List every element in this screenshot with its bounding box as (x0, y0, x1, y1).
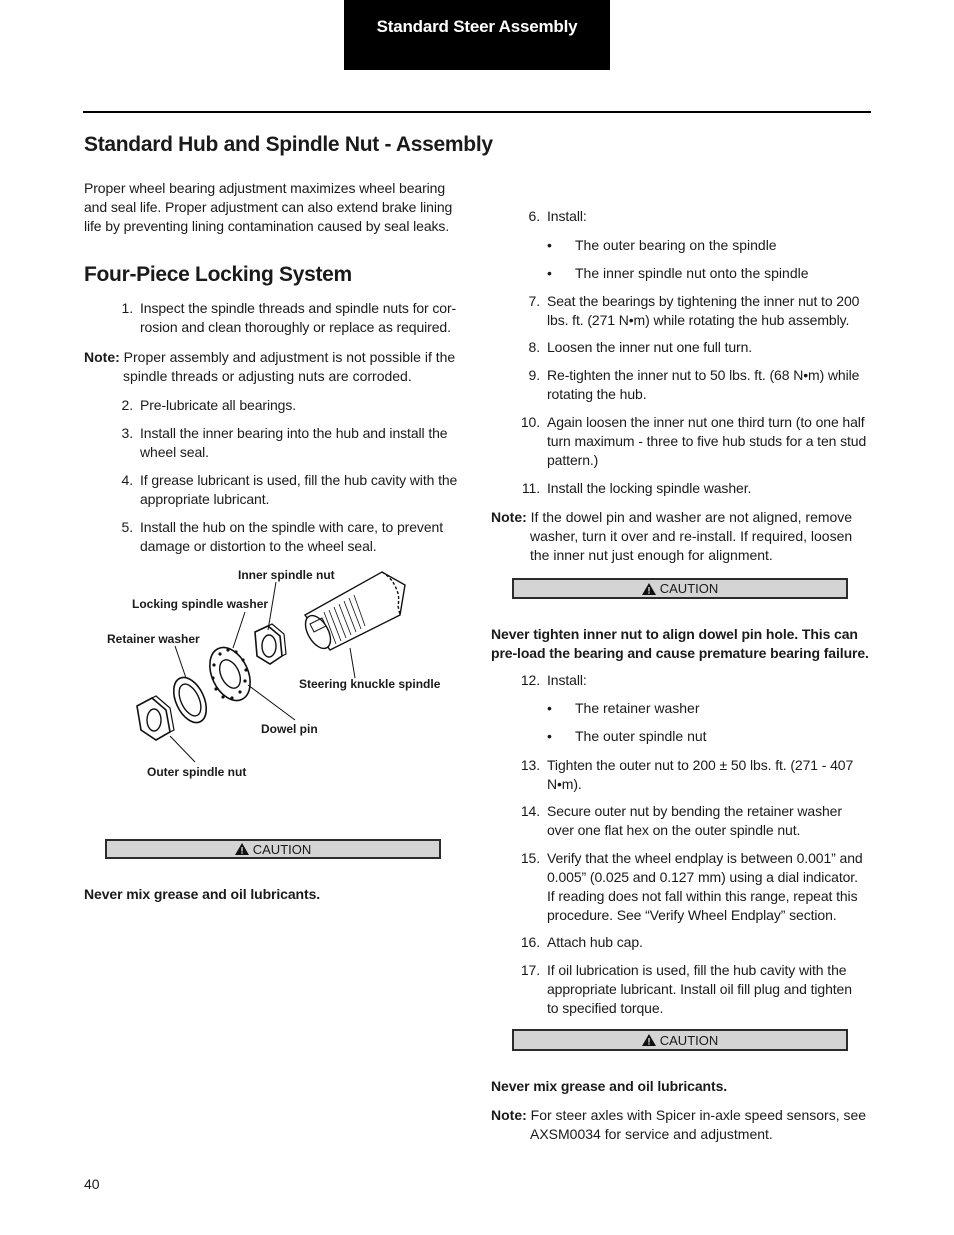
label-steering-knuckle-spindle: Steering knuckle spindle (299, 677, 441, 691)
step-number: 10. (520, 414, 540, 430)
label-dowel-pin: Dowel pin (261, 722, 318, 736)
note-speed-sensors (491, 1106, 871, 1144)
step-line: Install the locking spindle washer. (547, 480, 752, 496)
bullet-text: The outer bearing on the spindle (575, 237, 777, 253)
step-line: Install the hub on the spindle with care, to prevent (140, 519, 443, 535)
caution-label: CAUTION (252, 841, 312, 857)
step-line: Verify that the wheel endplay is between 0.001” and (547, 850, 863, 866)
step-line: procedure. See “Verify Wheel Endplay” section. (547, 907, 837, 923)
bullet-text: The inner spindle nut onto the spindle (575, 265, 809, 281)
intro-paragraph (84, 179, 464, 236)
step-line: appropriate lubricant. (140, 491, 270, 507)
step-line: Pre-lubricate all bearings. (140, 397, 297, 413)
spindle-nut-diagram (100, 560, 460, 790)
step-line: to specified torque. (547, 1000, 664, 1016)
note-line: spindle threads or adjusting nuts are corroded. (123, 368, 412, 384)
step-number: 4. (121, 472, 133, 488)
step-line: lbs. ft. (271 N•m) while rotating the hub assembly. (547, 312, 850, 328)
label-locking-spindle-washer: Locking spindle washer (132, 597, 269, 611)
step-number: 2. (121, 397, 133, 413)
caution-label: CAUTION (659, 1032, 719, 1048)
warning-line: Never tighten inner nut to align dowel pin hole. This can (491, 626, 858, 642)
caution-label: CAUTION (659, 581, 719, 596)
step-line: Seat the bearings by tightening the inner nut to 200 (547, 293, 860, 309)
step-number: 9. (528, 367, 540, 383)
label-outer-spindle-nut: Outer spindle nut (147, 765, 247, 779)
step-line: damage or distortion to the wheel seal. (140, 538, 377, 554)
step-line: Re-tighten the inner nut to 50 lbs. ft. (68 N•m) while (547, 367, 860, 383)
header-title: Standard Steer Assembly (376, 17, 578, 36)
step-line: Secure outer nut by bending the retainer washer (547, 803, 842, 819)
step-line: Install: (547, 672, 587, 688)
step-line: Tighten the outer nut to 200 ± 50 lbs. ft. (271 - 407 (547, 757, 854, 773)
step-line: rosion and clean thoroughly or replace as required. (140, 319, 451, 335)
step-number: 14. (520, 803, 540, 819)
step-line: If grease lubricant is used, fill the hub cavity with the (140, 472, 458, 488)
section-title: Standard Hub and Spindle Nut - Assembly (84, 133, 493, 156)
note-line: the inner nut just enough for alignment. (530, 547, 773, 563)
warning-triangle-icon (642, 583, 656, 595)
note-line: For steer axles with Spicer in-axle speed sensors, see (530, 1107, 867, 1123)
warning-triangle-icon (235, 843, 249, 855)
subsection-title: Four-Piece Locking System (84, 263, 352, 286)
note-label: Note: (84, 349, 120, 365)
step-line: appropriate lubricant. Install oil fill plug and tighten (547, 981, 852, 997)
step-line: If oil lubrication is used, fill the hub cavity with the (547, 962, 847, 978)
note-dowel-alignment (491, 508, 871, 565)
step-number: 17. (520, 962, 540, 978)
bullet-text: The retainer washer (575, 700, 700, 716)
step-number: 11. (521, 480, 540, 496)
warning-dowel-pin (491, 625, 871, 663)
note-line: Proper assembly and adjustment is not possible if the (123, 349, 456, 365)
caution-banner (512, 1029, 848, 1051)
step-number: 6. (528, 208, 540, 224)
caution-banner (512, 578, 848, 599)
step-line: turn maximum - three to five hub studs for a ten stud (547, 433, 867, 449)
step-number: 15. (520, 850, 540, 866)
caution-banner (105, 839, 441, 859)
step-number: 7. (528, 293, 540, 309)
step-number: 13. (520, 757, 540, 773)
bullet-text: The outer spindle nut (575, 728, 707, 744)
step-number: 16. (520, 934, 540, 950)
step-line: Attach hub cap. (547, 934, 643, 950)
step-line: wheel seal. (140, 444, 209, 460)
step-line: over one flat hex on the outer spindle nut. (547, 822, 801, 838)
note-line: AXSM0034 for service and adjustment. (530, 1126, 773, 1142)
note-corrosion (84, 348, 464, 386)
note-label: Note: (491, 1107, 527, 1123)
step-line: Loosen the inner nut one full turn. (547, 339, 753, 355)
note-line: If the dowel pin and washer are not aligned, remove (530, 509, 853, 525)
note-label: Note: (491, 509, 527, 525)
step-line: If reading does not fall within this range, repeat this (547, 888, 858, 904)
warning-mix-lubricants: Never mix grease and oil lubricants. (84, 886, 321, 902)
intro-line: and seal life. Proper adjustment can also extend brake lining (84, 199, 453, 215)
warning-line: pre-load the bearing and cause premature bearing failure. (491, 645, 869, 661)
note-line: washer, turn it over and re-install. If required, loosen (530, 528, 853, 544)
intro-line: life by preventing lining contamination caused by seal leaks. (84, 218, 450, 234)
step-line: Inspect the spindle threads and spindle nuts for cor- (140, 300, 457, 316)
step-line: 0.005” (0.025 and 0.127 mm) using a dial indicator. (547, 869, 858, 885)
step-line: rotating the hub. (547, 386, 647, 402)
intro-line: Proper wheel bearing adjustment maximizes wheel bearing (84, 180, 446, 196)
step-line: Install the inner bearing into the hub and install the (140, 425, 448, 441)
warning-mix-lubricants: Never mix grease and oil lubricants. (491, 1078, 728, 1094)
label-inner-spindle-nut: Inner spindle nut (238, 568, 335, 582)
step-number: 5. (121, 519, 133, 535)
label-retainer-washer: Retainer washer (107, 632, 200, 646)
step-number: 8. (528, 339, 540, 355)
page-number: 40 (84, 1176, 100, 1192)
header-rule (83, 111, 871, 113)
warning-triangle-icon (642, 1034, 656, 1046)
step-number: 12. (520, 672, 540, 688)
header-tab (344, 0, 610, 70)
step-line: Install: (547, 208, 587, 224)
step-number: 1. (121, 300, 133, 316)
step-line: Again loosen the inner nut one third turn (to one half (547, 414, 865, 430)
step-line: pattern.) (547, 452, 599, 468)
step-line: N•m). (547, 776, 582, 792)
step-number: 3. (121, 425, 133, 441)
